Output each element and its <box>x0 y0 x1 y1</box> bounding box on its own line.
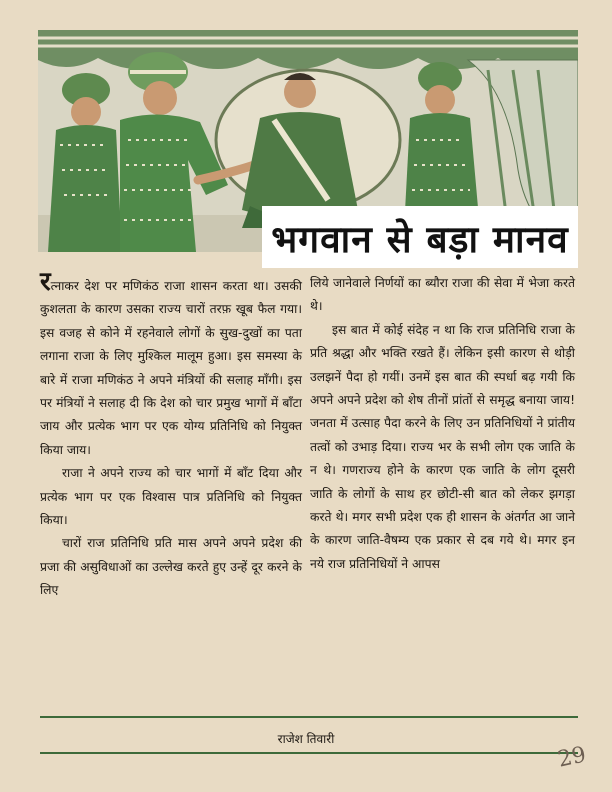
paragraph-1-text: त्नाकर देश पर मणिकंठ राजा शासन करता था। उसकी कुशलता के कारण उसका राज्य चारों तरफ़ खूब फैल गया। इस वजह से कोने में रहनेवाले लोगों के सुख-दुखों का पता लगाना राजा के लिए मुश्किल मालूम हुआ। इस समस्या के बारे में राजा मणिकंठ ने अपने मंत्रियों की सलाह माँगी। इस पर मंत्रियों ने सलाह दी कि देश को चार प्रमुख भागों में बाँटा जाय और प्रत्येक भाग पर एक योग्य प्रतिनिधि को नियुक्त किया जाय। <box>40 279 302 457</box>
bottom-divider <box>40 752 578 754</box>
right-column <box>310 272 575 576</box>
author-byline: राजेश तिवारी <box>277 732 335 746</box>
paragraph-5: इस बात में कोई संदेह न था कि राज प्रतिनिधि राजा के प्रति श्रद्धा और भक्ति रखते हैं। लेकिन इसी कारण से थोड़ी उलझनें पैदा हो गयीं। उनमें इस बात की स्पर्धा बढ़ गयी कि अपने अपने प्रदेश को शेष तीनों प्रांतों से समृद्ध बनाया जाय! जनता में उत्साह पैदा करने के लिए उन प्रतिनिधियों ने प्रांतीय तत्वों को उभाड़ दिया। राज्य भर के सभी लोग एक जाति के न थे। गणराज्य होने के कारण एक जाति के लोग दूसरी जाति के लोगों के साथ हर छोटी-सी बात को लेकर झगड़ा करते थे। मगर सभी प्रदेश एक ही शासन के अंतर्गत आ जाने के कारण जाति-वैषम्य एक प्रकार से दब गये थे। मगर इन नये राज प्रतिनिधियों ने आपस <box>310 322 575 571</box>
paragraph-1 <box>40 267 302 462</box>
paragraph-2: राजा ने अपने राज्य को चार भागों में बाँट दिया और प्रत्येक भाग पर एक विश्वास पात्र प्रतिनिधि को नियुक्त किया। <box>40 466 302 528</box>
left-column <box>40 267 302 603</box>
dropcap: र <box>40 267 51 297</box>
page-number: 29 <box>555 742 589 773</box>
paragraph-4: लिये जानेवाले निर्णयों का ब्यौरा राजा की सेवा में भेजा करते थे। <box>310 276 575 314</box>
story-title: भगवान से बड़ा मानव <box>271 217 569 261</box>
title-box <box>262 206 578 268</box>
paragraph-3: चारों राज प्रतिनिधि प्रति मास अपने अपने प्रदेश की प्रजा की असुविधाओं का उल्लेख करते हुए उन्हें दूर करने के लिए <box>40 536 302 598</box>
top-divider <box>40 716 578 718</box>
